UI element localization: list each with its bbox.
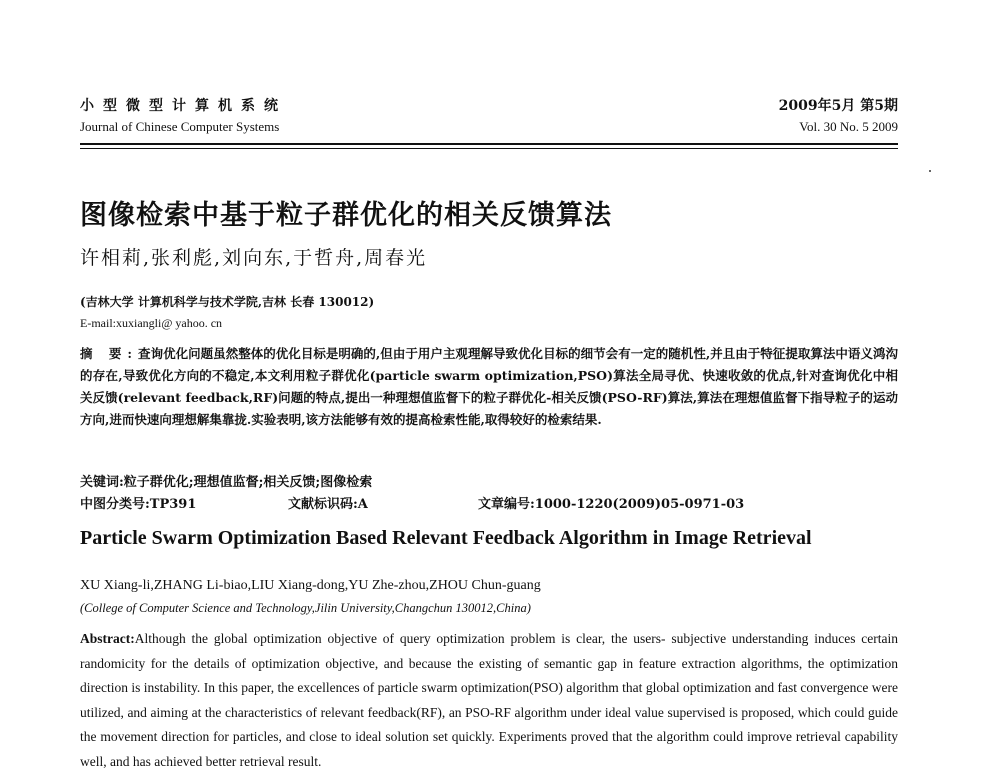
- header-rule-thick: [80, 143, 898, 145]
- journal-title-en: Journal of Chinese Computer Systems: [80, 119, 280, 134]
- article-number: 文章编号:1000-1220(2009)05-0971-03: [478, 497, 745, 512]
- paper-title-en: Particle Swarm Optimization Based Relevant Feedback Algorithm in Image Retrieval: [80, 527, 812, 549]
- abstract-label-cn: 摘 要:: [80, 346, 139, 361]
- document-code: 文献标识码:A: [288, 497, 368, 512]
- affiliation-en: (College of Computer Science and Technology,Jilin University,Changchun 130012,China): [80, 601, 531, 615]
- clc-number: 中图分类号:TP391: [80, 497, 197, 512]
- abstract-cn: [80, 343, 898, 431]
- abstract-label-en: Abstract:: [80, 631, 135, 646]
- header-rule-thin: [80, 148, 898, 149]
- abstract-text-en: Although the global optimization objective of query optimization problem is clear, the users- subjective understanding induces certain randomicity for the details of optimization objective, and because the existing of semantic gap in feature extraction algorithms, the optimization direction is instability. In this paper, the excellences of particle swarm optimization(PSO) algorithm that global optimization and fast convergence were utilized, and aiming at the characteristics of relevant feedback(RF), an PSO-RF algorithm under ideal value supervised is proposed, which could guide the movement direction for particles, and close to ideal solution set quickly. Experiments proved that the algorithm could improve retrieval capability well, and has achieved better retrieval result.: [80, 631, 898, 769]
- speck: [929, 170, 931, 172]
- abstract-en: [80, 627, 898, 774]
- author-email: E-mail:xuxiangli@ yahoo. cn: [80, 316, 223, 330]
- paper-title-cn: 图像检索中基于粒子群优化的相关反馈算法: [80, 200, 612, 231]
- abstract-text-cn: 查询优化问题虽然整体的优化目标是明确的,但由于用户主观理解导致优化目标的细节会有一定的随机性,并且由于特征提取算法中语义鸿沟的存在,导致优化方向的不稳定,本文利用粒子群优化(particle swarm optimization,PSO)算法全局寻优、快速收敛的优点,针对查询优化中相关反馈(relevant feedback,RF)问题的特点,提出一种理想值监督下的粒子群优化-相关反馈(PSO-RF)算法,算法在理想值监督下指导粒子的运动方向,进而快速向理想解集靠拢.实验表明,该方法能够有效的提高检索性能,取得较好的检索结果.: [80, 346, 898, 427]
- authors-en: XU Xiang-li,ZHANG Li-biao,LIU Xiang-dong,YU Zhe-zhou,ZHOU Chun-guang: [80, 578, 541, 593]
- authors-cn: 许相莉,张利彪,刘向东,于哲舟,周春光: [80, 247, 428, 269]
- affiliation-cn: (吉林大学 计算机科学与技术学院,吉林 长春 130012): [80, 295, 375, 309]
- journal-title-cn: 小型微型计算机系统: [80, 98, 287, 114]
- issue-volume-en: Vol. 30 No. 5 2009: [799, 119, 898, 134]
- issue-date-cn: 2009年5月 第5期: [778, 98, 898, 114]
- keywords-cn: 关键词:粒子群优化;理想值监督;相关反馈;图像检索: [80, 475, 373, 490]
